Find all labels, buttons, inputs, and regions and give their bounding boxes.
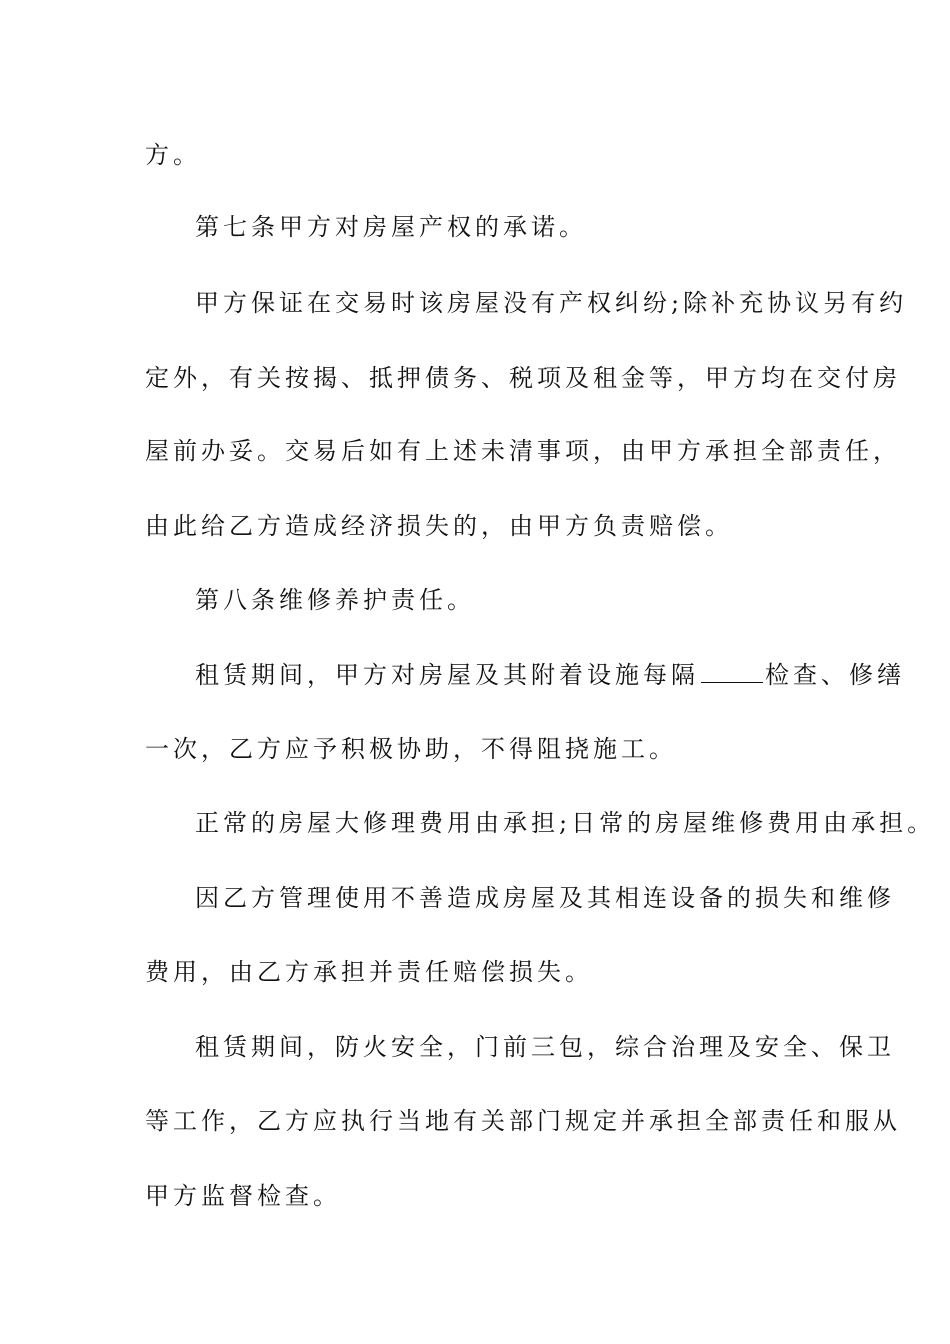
text-line: 因乙方管理使用不善造成房屋及其相连设备的损失和维修 (195, 884, 895, 912)
text-segment: 租赁期间，甲方对房屋及其附着设施每隔 (195, 661, 699, 689)
text-line: 租赁期间，防火安全，门前三包，综合治理及安全、保卫 (195, 1033, 895, 1061)
text-line: 屋前办妥。交易后如有上述未清事项，由甲方承担全部责任， (145, 437, 901, 465)
text-line: 由此给乙方造成经济损失的，由甲方负责赔偿。 (145, 512, 733, 540)
text-line: 等工作，乙方应执行当地有关部门规定并承担全部责任和服从 (145, 1107, 901, 1135)
text-segment: 检查、修缮 (765, 661, 905, 689)
article-heading: 第七条甲方对房屋产权的承诺。 (195, 213, 587, 241)
text-line: 甲方监督检查。 (145, 1182, 341, 1210)
text-line: 定外，有关按揭、抵押债务、税项及租金等，甲方均在交付房 (145, 364, 901, 392)
fill-in-blank (701, 662, 763, 683)
article-heading: 第八条维修养护责任。 (195, 586, 475, 614)
text-line: 正常的房屋大修理费用由承担;日常的房屋维修费用由承担。 (195, 809, 936, 837)
text-line: 一次，乙方应予积极协助，不得阻挠施工。 (145, 735, 677, 763)
text-line-with-blank (195, 660, 905, 690)
text-line: 方。 (145, 141, 201, 169)
text-line: 甲方保证在交易时该房屋没有产权纠纷;除补充协议另有约 (195, 289, 908, 317)
text-line: 费用，由乙方承担并责任赔偿损失。 (145, 958, 593, 986)
